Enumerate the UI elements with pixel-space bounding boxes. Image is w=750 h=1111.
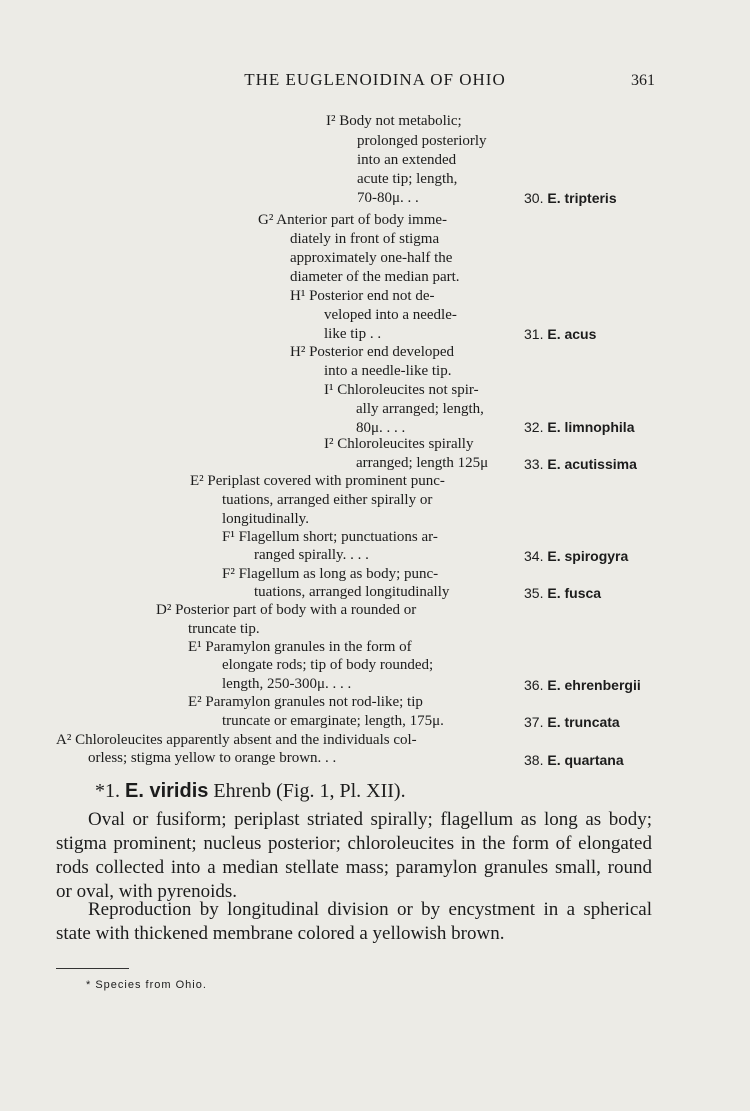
species-heading xyxy=(95,780,406,803)
key-line: arranged; length 125μ xyxy=(356,455,489,471)
key-line: tuations, arranged longitudinally xyxy=(254,584,450,600)
key-line: elongate rods; tip of body rounded; xyxy=(222,657,434,673)
key-line: F¹ Flagellum short; punctuations ar- xyxy=(222,529,438,545)
species-entry: 33. E. acutissima xyxy=(524,456,637,472)
key-line: truncate tip. xyxy=(188,621,260,637)
key-line: longitudinally. xyxy=(222,511,309,527)
key-line: tuations, arranged either spirally or xyxy=(222,492,433,508)
key-line: ally arranged; length, xyxy=(356,401,484,417)
key-line: like tip . . xyxy=(324,326,382,342)
key-line: E² Periplast covered with prominent punc- xyxy=(190,473,445,489)
footnote: * Species from Ohio. xyxy=(86,979,207,991)
key-line: H¹ Posterior end not de- xyxy=(290,288,435,304)
heading-authority: Ehrenb (Fig. 1, Pl. XII). xyxy=(213,780,406,802)
heading-number: *1. xyxy=(95,780,120,802)
key-line: veloped into a needle- xyxy=(324,307,457,323)
page-number: 361 xyxy=(631,72,655,89)
key-line: I¹ Chloroleucites not spir- xyxy=(324,382,479,398)
key-line: E¹ Paramylon granules in the form of xyxy=(188,639,412,655)
key-line: into a needle-like tip. xyxy=(324,363,452,379)
key-line: I² Body not metabolic; xyxy=(326,113,462,129)
description-paragraph-2: Reproduction by longitudinal division or by encystment in a spherical state with thickened membrane colored a yellowish brown. xyxy=(56,899,652,944)
species-entry: 37. E. truncata xyxy=(524,714,620,730)
key-line: E² Paramylon granules not rod-like; tip xyxy=(188,694,423,710)
key-line: truncate or emarginate; length, 175μ. xyxy=(222,713,444,729)
key-line: ranged spirally. . . . xyxy=(254,547,369,563)
key-line: I² Chloroleucites spirally xyxy=(324,436,474,452)
key-line: G² Anterior part of body imme- xyxy=(258,212,448,228)
key-line: prolonged posteriorly xyxy=(357,133,487,149)
species-entry: 31. E. acus xyxy=(524,326,597,342)
key-line: H² Posterior end developed xyxy=(290,344,455,360)
key-line: into an extended xyxy=(357,152,457,168)
key-line: A² Chloroleucites apparently absent and the individuals col- xyxy=(56,732,417,748)
species-entry: 32. E. limnophila xyxy=(524,419,635,435)
species-entry: 38. E. quartana xyxy=(524,752,624,768)
heading-species-name: E. viridis xyxy=(125,780,209,802)
key-line: diameter of the median part. xyxy=(290,269,460,285)
description-paragraph-1: Oval or fusiform; periplast striated spirally; flagellum as long as body; stigma prominent; nucleus posterior; chloroleucites in the form of elongated rods collected into a median stellate mass; paramylon granules small, round or oval, with pyrenoids. xyxy=(56,809,652,902)
running-header: THE EUGLENOIDINA OF OHIO xyxy=(244,70,506,89)
species-entry: 36. E. ehrenbergii xyxy=(524,677,641,693)
key-line: 70-80μ. . . xyxy=(357,190,419,206)
key-line: D² Posterior part of body with a rounded or xyxy=(156,602,417,618)
footnote-divider xyxy=(56,968,129,969)
key-line: approximately one-half the xyxy=(290,250,453,266)
key-line: F² Flagellum as long as body; punc- xyxy=(222,566,439,582)
key-line: length, 250-300μ. . . . xyxy=(222,676,352,692)
key-line: 80μ. . . . xyxy=(356,420,406,436)
species-entry: 30. E. tripteris xyxy=(524,190,617,206)
key-line: orless; stigma yellow to orange brown. . . xyxy=(88,750,337,766)
species-entry: 35. E. fusca xyxy=(524,585,602,601)
species-entry: 34. E. spirogyra xyxy=(524,548,629,564)
key-line: acute tip; length, xyxy=(357,171,458,187)
key-line: diately in front of stigma xyxy=(290,231,440,247)
